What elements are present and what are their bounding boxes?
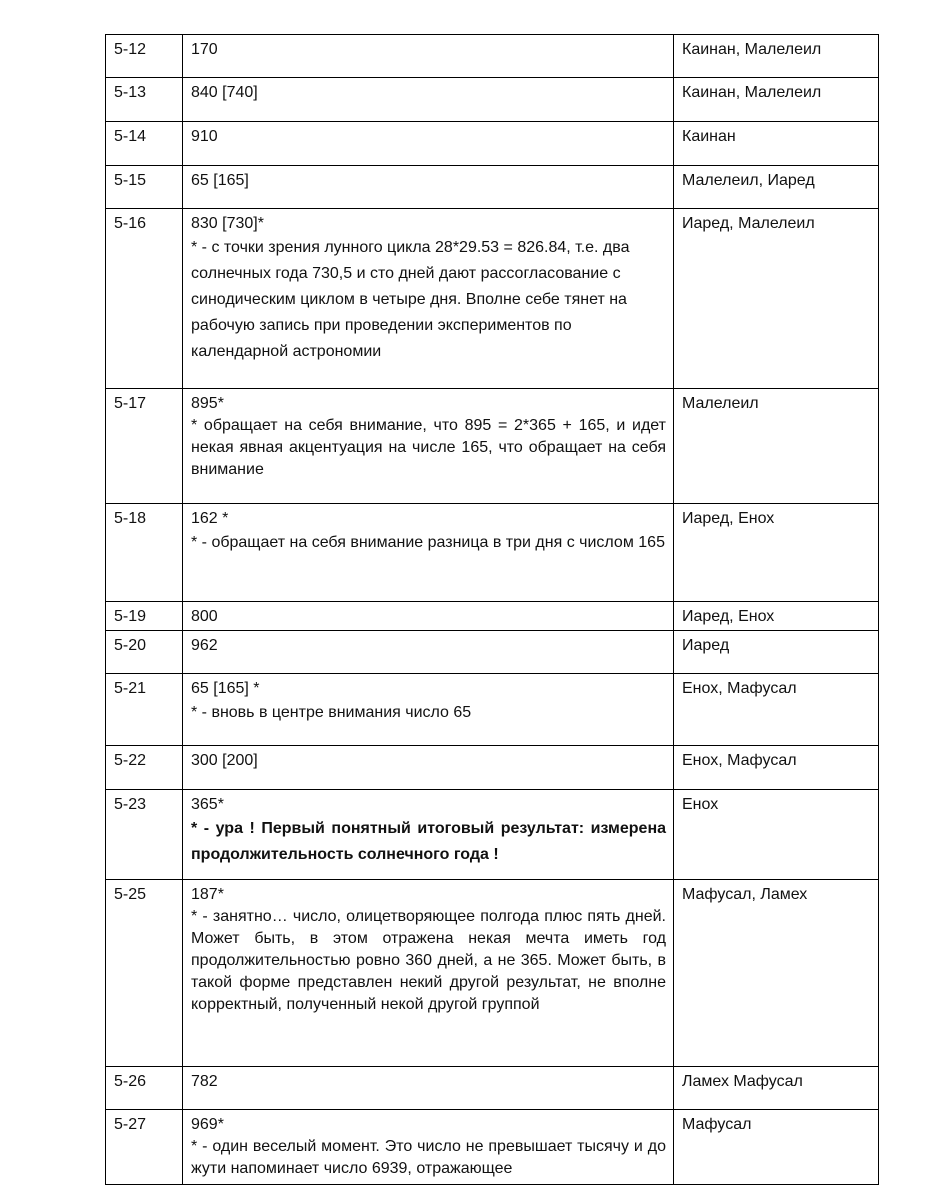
row-names: Малелеил, Иаред	[674, 166, 879, 209]
row-value	[183, 631, 674, 674]
footnote-text: * обращает на себя внимание, что 895 = 2*365 + 165, и идет некая явная акцентуация на числе 165, что обращает на себя внимание	[191, 417, 666, 478]
row-names: Енох	[674, 790, 879, 880]
footnote-text: * - вновь в центре внимания число 65	[191, 704, 472, 721]
row-value	[183, 1110, 674, 1185]
value-text: 300 [200]	[191, 752, 258, 769]
value-text: 830 [730]*	[191, 215, 264, 232]
row-value	[183, 1067, 674, 1110]
value-text: 162 *	[191, 510, 229, 527]
footnote-text: * - занятно… число, олицетворяющее полгода плюс пять дней. Может быть, в этом отражена некая мечта иметь год продолжительностью ровно 360 дней, а не 365. Может быть, в такой форме представлен некий другой результат, не вполне корректный, полученный некой другой группой	[191, 908, 666, 1013]
row-value	[183, 746, 674, 790]
row-names: Мафусал	[674, 1110, 879, 1185]
value-text: 65 [165]	[191, 172, 249, 189]
row-names: Енох, Мафусал	[674, 746, 879, 790]
data-table	[105, 34, 879, 1185]
value-text: 962	[191, 637, 218, 654]
table-row	[106, 504, 879, 602]
row-code: 5-20	[106, 631, 183, 674]
row-value	[183, 790, 674, 880]
row-code: 5-14	[106, 122, 183, 166]
table-row	[106, 166, 879, 209]
row-code: 5-21	[106, 674, 183, 746]
table-row	[106, 209, 879, 389]
row-value	[183, 209, 674, 389]
row-code: 5-18	[106, 504, 183, 602]
value-text: 840 [740]	[191, 84, 258, 101]
table-row	[106, 122, 879, 166]
table-row	[106, 880, 879, 1067]
row-value	[183, 78, 674, 122]
row-value	[183, 602, 674, 631]
row-code: 5-27	[106, 1110, 183, 1185]
footnote-text: * - ура ! Первый понятный итоговый результат: измерена продолжительность солнечного года !	[191, 820, 666, 863]
value-text: 65 [165] *	[191, 680, 260, 697]
table-row	[106, 389, 879, 504]
row-value	[183, 166, 674, 209]
row-code: 5-16	[106, 209, 183, 389]
row-names: Енох, Мафусал	[674, 674, 879, 746]
footnote-text: * - с точки зрения лунного цикла 28*29.53 = 826.84, т.е. два солнечных года 730,5 и сто дней дают рассогласование с синодическим циклом в четыре дня. Вполне себе тянет на рабочую запись при проведении экспериментов по календарной астрономии	[191, 239, 630, 360]
row-names: Иаред, Малелеил	[674, 209, 879, 389]
value-text: 187*	[191, 886, 224, 903]
row-code: 5-26	[106, 1067, 183, 1110]
row-names: Каинан, Малелеил	[674, 35, 879, 78]
row-code: 5-17	[106, 389, 183, 504]
row-names: Ламех Мафусал	[674, 1067, 879, 1110]
row-value	[183, 389, 674, 504]
row-names: Иаред	[674, 631, 879, 674]
table-row	[106, 1067, 879, 1110]
value-text: 170	[191, 41, 218, 58]
value-text: 800	[191, 608, 218, 625]
value-text: 969*	[191, 1116, 224, 1133]
table-row	[106, 746, 879, 790]
table-row	[106, 674, 879, 746]
row-value	[183, 674, 674, 746]
row-names: Иаред, Енох	[674, 504, 879, 602]
row-code: 5-19	[106, 602, 183, 631]
row-names: Мафусал, Ламех	[674, 880, 879, 1067]
row-code: 5-12	[106, 35, 183, 78]
row-names: Иаред, Енох	[674, 602, 879, 631]
footnote-text: * - один веселый момент. Это число не превышает тысячу и до жути напоминает число 6939, отражающее	[191, 1138, 666, 1177]
row-names: Малелеил	[674, 389, 879, 504]
table-row	[106, 78, 879, 122]
table-row	[106, 631, 879, 674]
value-text: 895*	[191, 395, 224, 412]
row-value	[183, 504, 674, 602]
row-code: 5-25	[106, 880, 183, 1067]
table-row	[106, 602, 879, 631]
value-text: 782	[191, 1073, 218, 1090]
table-row	[106, 790, 879, 880]
table-row	[106, 35, 879, 78]
row-value	[183, 122, 674, 166]
row-names: Каинан, Малелеил	[674, 78, 879, 122]
row-names: Каинан	[674, 122, 879, 166]
table-row	[106, 1110, 879, 1185]
row-code: 5-22	[106, 746, 183, 790]
row-value	[183, 35, 674, 78]
value-text: 910	[191, 128, 218, 145]
row-code: 5-13	[106, 78, 183, 122]
footnote-text: * - обращает на себя внимание разница в три дня с числом 165	[191, 534, 665, 551]
row-code: 5-15	[106, 166, 183, 209]
row-code: 5-23	[106, 790, 183, 880]
row-value	[183, 880, 674, 1067]
value-text: 365*	[191, 796, 224, 813]
